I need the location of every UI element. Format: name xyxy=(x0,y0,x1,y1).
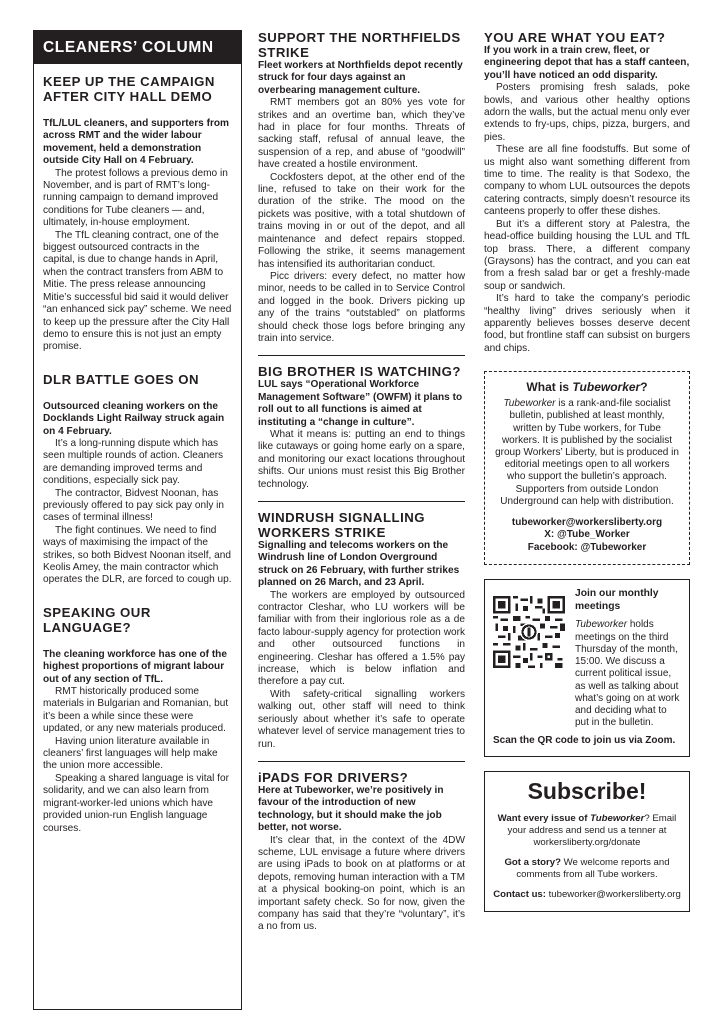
meetings-title: Join our monthly meetings xyxy=(575,588,659,612)
article-title: YOU ARE WHAT YOU EAT? xyxy=(484,30,666,45)
article-canteen xyxy=(484,30,690,355)
scan-qr-instruction: Scan the QR code to join us via Zoom. xyxy=(493,735,676,747)
contact-text: Contact us: tubeworker@workersliberty.org xyxy=(493,889,681,901)
article-lead: Here at Tubeworker, we’re positively in favour of the introduction of new technology, but it should make the job better, not worse. xyxy=(258,784,444,834)
article-title: BIG BROTHER IS WATCHING? xyxy=(258,364,461,380)
article-title-city-hall: KEEP UP THE CAMPAIGN AFTER CITY HALL DEMO xyxy=(43,74,215,104)
subscribe-text: Want every issue of Tubeworker? Email your address and send us a tenner at workersliberty.org/donate xyxy=(497,813,677,849)
cleaners-column-title: CLEANERS’ COLUMN xyxy=(34,31,241,64)
article-paragraph: The fight continues. We need to find ways of maximising the impact of the strikes, so both Bidvest Noonan itself, and Keolis Amey, the main contractor which operates the DLR, are forced to cough up. xyxy=(43,524,232,586)
article-paragraph: It’s hard to take the company’s periodic “healthy living” drives seriously when it apparently believes bosses deserve decent food, but frontline staff can subsist on burgers and chips. xyxy=(484,293,690,354)
divider xyxy=(258,355,465,356)
what-is-tubeworker-box xyxy=(484,371,690,565)
article-title: WINDRUSH SIGNALLING WORKERS STRIKE xyxy=(258,510,426,540)
article-title-language: SPEAKING OUR LANGUAGE? xyxy=(43,604,151,635)
article-paragraph: The protest follows a previous demo in November, and is part of RMT’s long-running campaign to demand improved conditions for Tube cleaners — and, ultimately, in-house employment. xyxy=(43,167,228,229)
facebook-handle[interactable]: Facebook: @Tubeworker xyxy=(527,541,647,553)
contact-details xyxy=(495,517,679,555)
cleaners-column xyxy=(33,30,242,1010)
article-lead: TfL/LUL cleaners, and supporters from across RMT and the wider labour movement, held a demonstration outside City Hall on 4 February. xyxy=(43,118,230,167)
subscribe-box xyxy=(484,771,690,912)
article-paragraph: It’s a long-running dispute which has seen multiple rounds of action. Cleaners are demanding improved terms and conditions, especially sick pay. xyxy=(43,437,224,487)
meetings-text: Tubeworker holds meetings on the third Thursday of the month, 15:00. We discuss a current political issue, as well as talking about what’s going on at work and deciding what to put in the bulletin. xyxy=(575,619,680,729)
article-ipads xyxy=(258,770,465,934)
article-paragraph: RMT members got an 80% yes vote for strikes and an overtime ban, which they’ve had in place for four months. Threats of sacking staff, refusal of annual leave, the suspension of a rep, and abuse of “goodwill” have created a hostile environment. xyxy=(258,97,465,171)
article-paragraph: The TfL cleaning contract, one of the biggest outsourced contracts in the capital, is due to change hands in April, when the contract transfers from ABM to Mitie. The press release announcing Mitie’s successful bid said it would deliver “an enhanced sick pay” scheme. We need to keep up the pressure after the City Hall demo to ensure this is not just an empty promise. xyxy=(43,229,232,353)
email-link[interactable]: tubeworker@workersliberty.org xyxy=(511,516,663,528)
article-title: SUPPORT THE NORTHFIELDS STRIKE xyxy=(258,30,461,60)
meetings-box xyxy=(484,579,690,757)
article-paragraph: The workers are employed by outsourced contractor Cleshar, who LU workers will be familiar with from their inglorious role as a de facto labour-supply agency for protection work and other outsourced functions in engineering. Cleshar has offered a 1.5% pay increase, which is below inflation and therefore a pay cut. xyxy=(258,589,465,688)
x-handle[interactable]: X: @Tube_Worker xyxy=(544,529,630,541)
article-paragraph: Posters promising fresh salads, poke bowls, and various other healthy options adorn the walls, but the actual menu only ever extends to fry-ups, chips, pizza, burgers, and pies. xyxy=(484,82,690,143)
article-lead: If you work in a train crew, fleet, or engineering depot that has a staff canteen, you’ll have noticed an odd disparity. xyxy=(484,45,690,81)
article-big-brother xyxy=(258,364,465,491)
article-paragraph: Cockfosters depot, at the other end of the line, refused to take on their work for the duration of the strike. The mood on the pickets was positive, with a total shutdown of trains moving in or out of the depot, and all maintenance and defect repairs stopped. Following the strike, it seems management has intensified its authoritarian conduct. xyxy=(258,171,465,270)
subscribe-title: Subscribe! xyxy=(527,778,647,805)
article-paragraph: Picc drivers: every defect, no matter how minor, needs to be called in to Service Control and logged in the book. Drivers picking up any of the trains “outstabled” on platforms should check those logs before bringing any train into service. xyxy=(258,270,465,344)
middle-column xyxy=(258,30,465,944)
article-title-dlr: DLR BATTLE GOES ON xyxy=(43,371,200,387)
article-lead: LUL says “Operational Workforce Management Software” (OWFM) it plans to roll out to all functions is aimed at instituting a “change in culture”. xyxy=(258,379,463,428)
divider xyxy=(258,761,465,762)
article-paragraph: The contractor, Bidvest Noonan, has previously offered to pay sick pay only in cases of terminal illness! xyxy=(43,487,225,524)
article-paragraph: It’s clear that, in the context of the 4DW scheme, LUL envisage a future where drivers are using iPads to book on at platforms or at depots, removing human interaction with a TM at a physical booking-on point, which is an important safety check. So for now, given the company has said that they’re “voluntary”, it’s a no from us. xyxy=(258,834,465,933)
article-lead: Fleet workers at Northfields depot recently struck for four days against an overbearing management culture. xyxy=(258,60,463,96)
qr-code-icon[interactable] xyxy=(493,596,565,668)
story-text: Got a story? We welcome reports and comments from all Tube workers. xyxy=(504,857,670,881)
article-paragraph: RMT historically produced some materials in Bulgarian and Romanian, but it’s been a while since these were updated, or any new materials produced. xyxy=(43,686,229,735)
box-title: What is Tubeworker? xyxy=(526,380,648,395)
box-text: Tubeworker is a rank-and-file socialist bulletin, published at least monthly, written by Tube workers, for Tube workers. It is published by the socialist group Workers’ Liberty, but is produced in editorial meetings open to all workers who support the bulletin’s approach. Supporters from outside London Underground can help with distribution. xyxy=(495,398,679,507)
article-lead: The cleaning workforce has one of the highest proportions of migrant labour out of any section of TfL. xyxy=(43,648,227,685)
article-paragraph: With safety-critical signalling workers walking out, other staff will need to think seriously about whether it’s safe to operate whatever level of service management tries to run. xyxy=(258,688,465,750)
article-lead: Outsourced cleaning workers on the Docklands Light Railway struck again on 4 February. xyxy=(43,400,225,437)
right-column xyxy=(484,30,690,912)
article-title: iPADS FOR DRIVERS? xyxy=(258,769,409,785)
article-paragraph: Having union literature available in cleaners’ first languages will help make the union more accessible. xyxy=(43,735,218,772)
article-paragraph: What it means is: putting an end to things like cutaways or going home early on a spare, and monitoring our exact locations throughout shifts. Our unions must resist this Big Brother technology. xyxy=(258,428,465,490)
divider xyxy=(258,501,465,502)
article-paragraph: These are all fine foodstuffs. But some of us might also want something different from time to time. The reality is that Sodexo, the company to whom LUL outsources the depots catering contracts, simply doesn’t resource its canteens properly to offer these dishes. xyxy=(484,144,690,218)
article-windrush xyxy=(258,510,465,751)
article-lead: Signalling and telecoms workers on the Windrush line of London Overground struck on 26 February, with further strikes planned on 26 March, and 23 April. xyxy=(258,540,460,589)
article-northfields xyxy=(258,30,465,345)
article-paragraph: Speaking a shared language is vital for solidarity, and we can also learn from migrant-worker-led unions which have provided union-run English language courses. xyxy=(43,772,229,834)
article-paragraph: But it’s a different story at Palestra, the head-office building housing the LUL and TfL top brass. There, a different company (Graysons) has the contract, and you can eat from a fresh salad bar or get a freshly-made soup or sandwich. xyxy=(484,218,690,292)
